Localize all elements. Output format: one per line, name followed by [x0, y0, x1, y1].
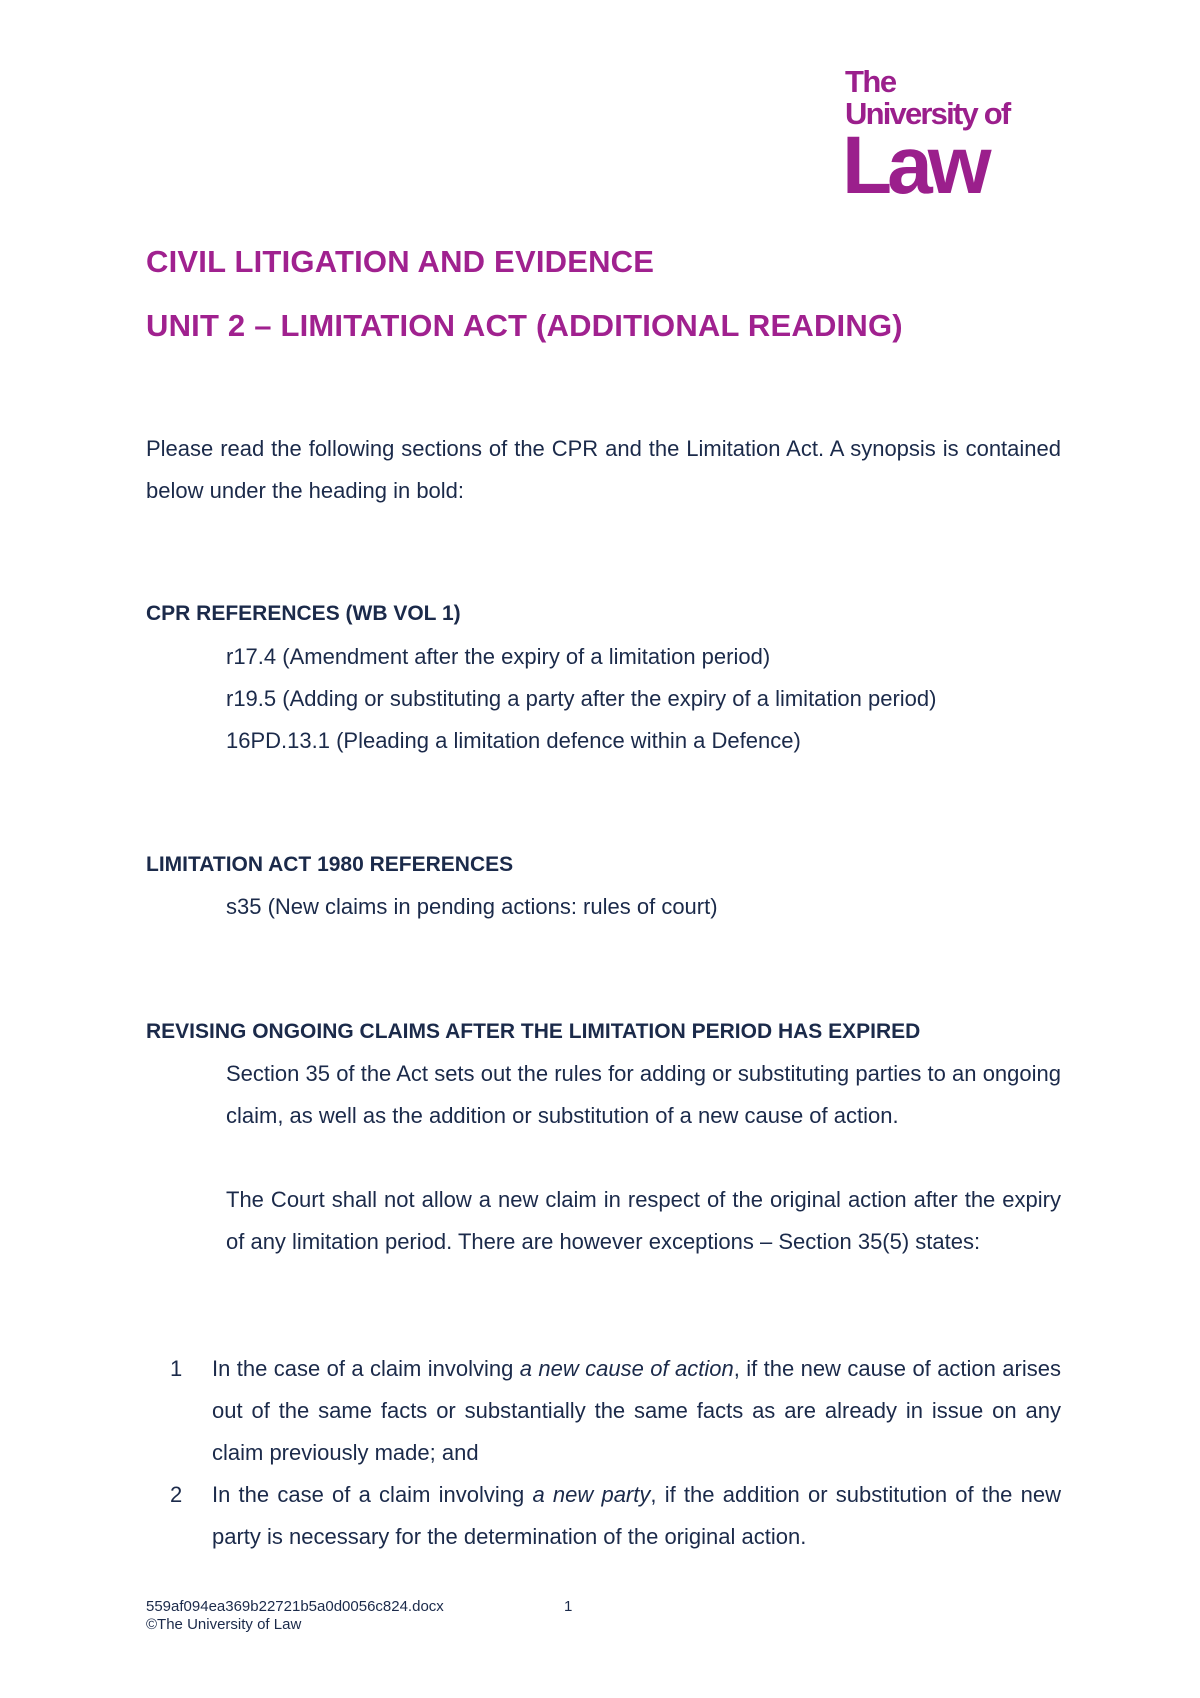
footer-page-number: 1	[564, 1598, 573, 1615]
list-item-number: 2	[170, 1482, 183, 1507]
numbered-list-item	[170, 1348, 1061, 1474]
logo-line-2: University of	[845, 96, 1010, 131]
revising-paragraph-2: The Court shall not allow a new claim in respect of the original action after the expiry of any limitation period. There are however exceptions – Section 35(5) states:	[226, 1187, 1061, 1254]
logo-line-3: Law	[842, 120, 987, 211]
footer-copyright: ©The University of Law	[146, 1616, 302, 1633]
exceptions-numbered-list	[170, 1348, 1061, 1558]
page-footer	[146, 1598, 444, 1634]
list-item-text-start: In the case of a claim involving	[212, 1482, 533, 1507]
limitation-act-reference-item: s35 (New claims in pending actions: rules of court)	[226, 894, 718, 919]
list-item-emphasis: a new cause of action	[519, 1356, 734, 1381]
intro-paragraph: Please read the following sections of the CPR and the Limitation Act. A synopsis is contained below under the heading in bold:	[146, 436, 1061, 503]
revising-claims-heading: REVISING ONGOING CLAIMS AFTER THE LIMITATION PERIOD HAS EXPIRED	[146, 1020, 921, 1043]
cpr-reference-item: r19.5 (Adding or substituting a party after the expiry of a limitation period)	[226, 686, 937, 711]
cpr-references-heading: CPR REFERENCES (WB VOL 1)	[146, 602, 461, 625]
list-item-text	[212, 1474, 1061, 1558]
footer-filename: 559af094ea369b22721b5a0d0056c824.docx	[146, 1598, 444, 1615]
limitation-act-heading: LIMITATION ACT 1980 REFERENCES	[146, 853, 514, 876]
list-item-emphasis: a new party	[532, 1482, 651, 1507]
list-item-text-end: , if the addition or substitution of the new party is necessary for the determination of the original action.	[212, 1482, 1061, 1549]
list-item-number: 1	[170, 1356, 183, 1381]
document-title: CIVIL LITIGATION AND EVIDENCE	[146, 244, 655, 279]
limitation-act-references-list	[226, 886, 718, 928]
university-of-law-logo	[842, 64, 1025, 211]
logo-line-1: The	[845, 64, 896, 99]
cpr-references-list	[226, 636, 936, 762]
cpr-reference-item: r17.4 (Amendment after the expiry of a limitation period)	[226, 644, 771, 669]
revising-paragraph-1: Section 35 of the Act sets out the rules for adding or substituting parties to an ongoing claim, as well as the addition or substitution of a new cause of action.	[226, 1061, 1061, 1128]
list-item-text-start: In the case of a claim involving	[212, 1356, 520, 1381]
cpr-reference-item: 16PD.13.1 (Pleading a limitation defence within a Defence)	[226, 728, 801, 753]
numbered-list-item	[170, 1474, 1061, 1558]
document-subtitle: UNIT 2 – LIMITATION ACT (ADDITIONAL READING)	[146, 308, 903, 343]
list-item-text	[212, 1348, 1061, 1474]
list-item-text-end: , if the new cause of action arises out of the same facts or substantially the same facts as are already in issue on any claim previously made; and	[212, 1356, 1061, 1465]
